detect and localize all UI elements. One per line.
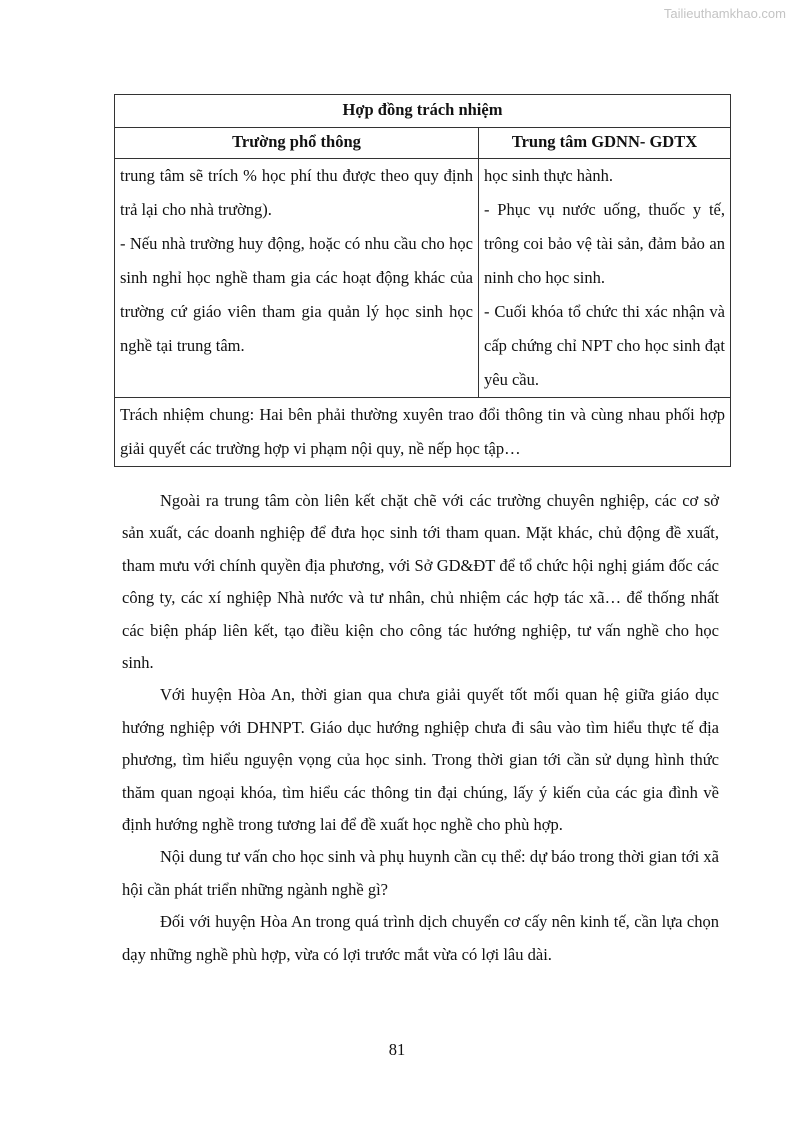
table-title-row — [115, 95, 731, 128]
common-responsibility-cell: Trách nhiệm chung: Hai bên phải thường xuyên trao đổi thông tin và cùng nhau phối hợp giải quyết các trường hợp vi phạm nội quy, nề nếp học tập… — [115, 398, 731, 467]
paragraph: Đối với huyện Hòa An trong quá trình dịch chuyển cơ cấy nên kinh tế, cần lựa chọn dạy những nghề phù hợp, vừa có lợi trước mắt vừa có lợi lâu dài. — [122, 912, 719, 964]
center-item: - Phục vụ nước uống, thuốc y tế, trông coi bảo vệ tài sản, đảm bảo an ninh cho học sinh. — [484, 200, 725, 287]
body-text — [122, 485, 719, 971]
paragraph: Với huyện Hòa An, thời gian qua chưa giải quyết tốt mối quan hệ giữa giáo dục hướng nghiệp với DHNPT. Giáo dục hướng nghiệp chưa đi sâu vào tìm hiểu thực tế địa phương, tìm hiểu nguyện vọng của học sinh. Trong thời gian tới cần sử dụng hình thức thăm quan ngoại khóa, tìm hiểu các thông tin đại chúng, lấy ý kiến của các gia đình về định hướng nghề trong tương lai để đề xuất học nghề cho phù hợp. — [122, 685, 719, 835]
table-header-row — [115, 128, 731, 159]
paragraph: Ngoài ra trung tâm còn liên kết chặt chẽ với các trường chuyên nghiệp, các cơ sở sản xuất, các doanh nghiệp để đưa học sinh tới tham quan. Mặt khác, chủ động đề xuất, tham mưu với chính quyền địa phương, với Sở GD&ĐT để tổ chức hội nghị giám đốc các công ty, các xí nghiệp Nhà nước và tư nhân, chủ nhiệm các hợp tác xã… để thống nhất các biện pháp liên kết, tạo điều kiện cho công tác hướng nghiệp, tư vấn nghề cho học sinh. — [122, 491, 719, 673]
center-item: học sinh thực hành. — [484, 166, 614, 185]
table-title: Hợp đồng trách nhiệm — [115, 95, 731, 128]
column-header-center: Trung tâm GDNN- GDTX — [479, 128, 731, 159]
school-item: trung tâm sẽ trích % học phí thu được theo quy định trả lại cho nhà trường). — [120, 166, 473, 219]
page-number: 81 — [388, 1040, 406, 1059]
responsibility-contract-table — [114, 94, 731, 467]
common-responsibility-row — [115, 398, 731, 467]
school-item: - Nếu nhà trường huy động, hoặc có nhu cầu cho học sinh nghỉ học nghề tham gia các hoạt động khác của trường cứ giáo viên tham gia quản lý học sinh học nghề tại trung tâm. — [120, 234, 473, 355]
table-body-row — [115, 159, 731, 398]
center-responsibilities-cell — [479, 159, 731, 398]
paragraph: Nội dung tư vấn cho học sinh và phụ huynh cần cụ thể: dự báo trong thời gian tới xã hội cần phát triển những ngành nghề gì? — [122, 847, 719, 899]
column-header-school: Trường phổ thông — [115, 128, 479, 159]
watermark: Tailieuthamkhao.com — [663, 6, 786, 21]
school-responsibilities-cell — [115, 159, 479, 398]
center-item: - Cuối khóa tổ chức thi xác nhận và cấp chứng chỉ NPT cho học sinh đạt yêu cầu. — [484, 302, 725, 389]
